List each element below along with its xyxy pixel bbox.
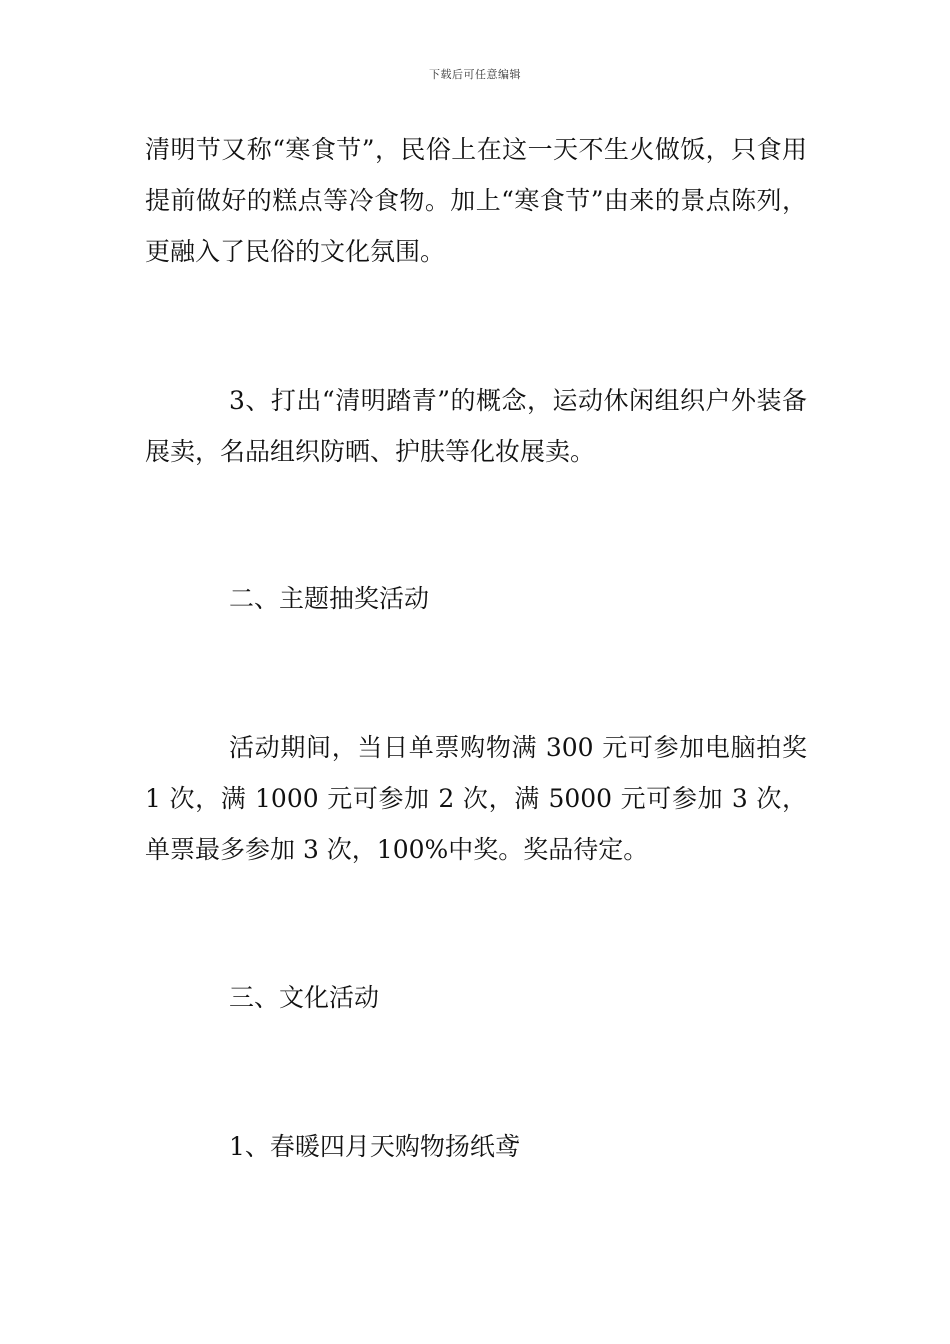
section-heading-culture: 三、文化活动 [229,983,380,1012]
paragraph-qingming-hanshi: 清明节又称“寒食节”，民俗上在这一天不生火做饭，只食用提前做好的糕点等冷食物。加上“寒食节”由来的景点陈列，更融入了民俗的文化氛围。 [145,135,807,266]
list-item-kite-activity: 1、春暖四月天购物扬纸鸢 [229,1132,520,1161]
page-header-note: 下载后可任意编辑 [429,68,521,81]
paragraph-lottery-rules: 活动期间，当日单票购物满 300 元可参加电脑拍奖 1 次，满 1000 元可参加 2 次，满 5000 元可参加 3 次，单票最多参加 3 次，100%中奖。奖品待定。 [145,733,807,864]
section-heading-lottery: 二、主题抽奖活动 [229,584,430,613]
paragraph-outdoor-promotion: 3、打出“清明踏青”的概念，运动休闲组织户外装备展卖，名品组织防晒、护肤等化妆展卖。 [145,386,807,466]
